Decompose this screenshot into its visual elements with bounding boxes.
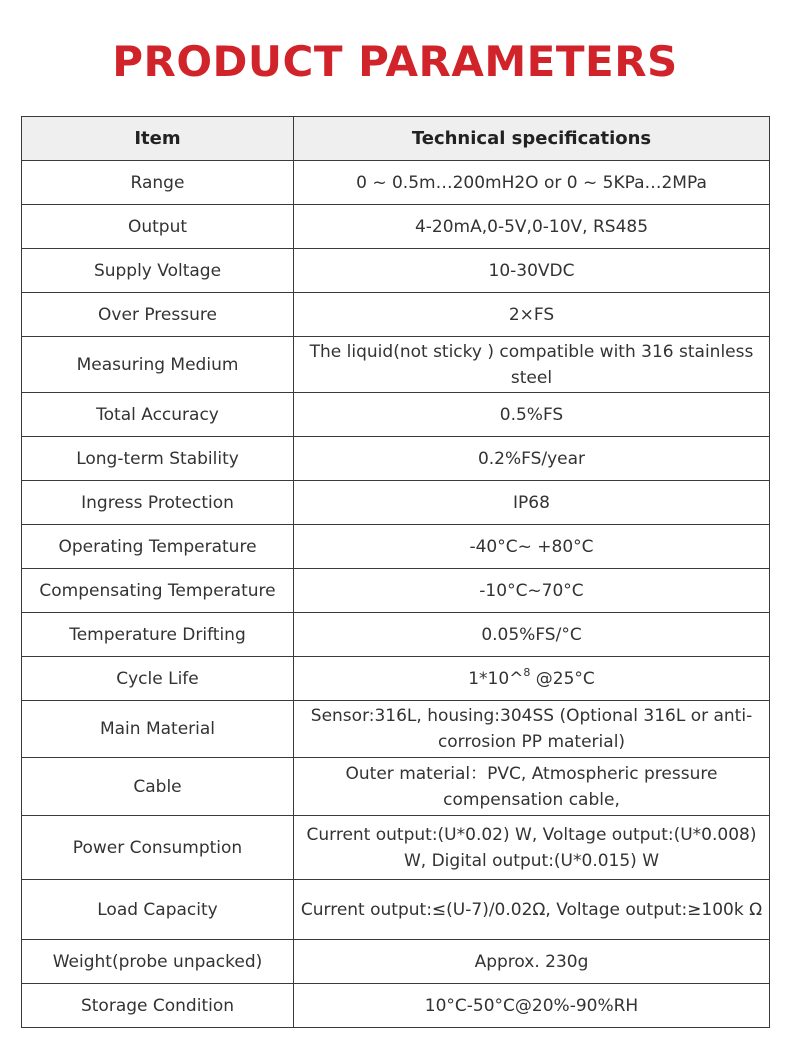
table-row [22, 880, 770, 940]
item-cell: Load Capacity [22, 880, 294, 940]
spec-cell: 10°C-50°C@20%-90%RH [294, 984, 770, 1028]
item-cell: Temperature Drifting [22, 613, 294, 657]
table-row [22, 984, 770, 1028]
spec-cell: The liquid(not sticky ) compatible with 316 stainless steel [294, 337, 770, 393]
spec-superscript: 8 [523, 665, 531, 679]
item-cell: Cable [22, 758, 294, 816]
spec-cell: 10-30VDC [294, 249, 770, 293]
spec-cell: IP68 [294, 481, 770, 525]
item-cell: Storage Condition [22, 984, 294, 1028]
item-cell: Output [22, 205, 294, 249]
spec-cell: -10°C~70°C [294, 569, 770, 613]
spec-cell: Sensor:316L, housing:304SS (Optional 316L or anti-corrosion PP material) [294, 701, 770, 758]
table-row [22, 249, 770, 293]
table-row [22, 569, 770, 613]
spec-cell: 2×FS [294, 293, 770, 337]
spec-cell: 4-20mA,0-5V,0-10V, RS485 [294, 205, 770, 249]
spec-text-suffix: @25°C [530, 668, 595, 689]
item-cell: Operating Temperature [22, 525, 294, 569]
item-cell: Compensating Temperature [22, 569, 294, 613]
table-row [22, 481, 770, 525]
table-row [22, 816, 770, 880]
item-cell: Measuring Medium [22, 337, 294, 393]
table-row [22, 525, 770, 569]
table-row [22, 701, 770, 758]
spec-table [21, 116, 770, 1028]
spec-cell: 0.5%FS [294, 393, 770, 437]
table-row [22, 337, 770, 393]
spec-cell: Outer material：PVC, Atmospheric pressure compensation cable, [294, 758, 770, 816]
item-cell: Long-term Stability [22, 437, 294, 481]
table-row [22, 293, 770, 337]
item-cell: Range [22, 161, 294, 205]
table-row [22, 437, 770, 481]
spec-cell [294, 657, 770, 701]
table-row [22, 205, 770, 249]
table-row [22, 758, 770, 816]
table-row [22, 657, 770, 701]
item-cell: Total Accuracy [22, 393, 294, 437]
column-header-spec: Technical specifications [294, 117, 770, 161]
item-cell: Cycle Life [22, 657, 294, 701]
spec-cell: Approx. 230g [294, 940, 770, 984]
spec-cell: 0.05%FS/°C [294, 613, 770, 657]
item-cell: Over Pressure [22, 293, 294, 337]
spec-cell: Current output:(U*0.02) W, Voltage output:(U*0.008) W, Digital output:(U*0.015) W [294, 816, 770, 880]
item-cell: Main Material [22, 701, 294, 758]
table-row [22, 161, 770, 205]
spec-cell: 0 ~ 0.5m…200mH2O or 0 ~ 5KPa…2MPa [294, 161, 770, 205]
column-header-item: Item [22, 117, 294, 161]
item-cell: Supply Voltage [22, 249, 294, 293]
spec-cell: Current output:≤(U-7)/0.02Ω, Voltage output:≥100k Ω [294, 880, 770, 940]
spec-cell: -40°C~ +80°C [294, 525, 770, 569]
page-title: PRODUCT PARAMETERS [112, 37, 678, 86]
spec-cell: 0.2%FS/year [294, 437, 770, 481]
item-cell: Power Consumption [22, 816, 294, 880]
table-row [22, 393, 770, 437]
table-header-row [22, 117, 770, 161]
item-cell: Ingress Protection [22, 481, 294, 525]
table-row [22, 940, 770, 984]
item-cell: Weight(probe unpacked) [22, 940, 294, 984]
table-row [22, 613, 770, 657]
spec-text-prefix: 1*10^ [468, 668, 524, 689]
